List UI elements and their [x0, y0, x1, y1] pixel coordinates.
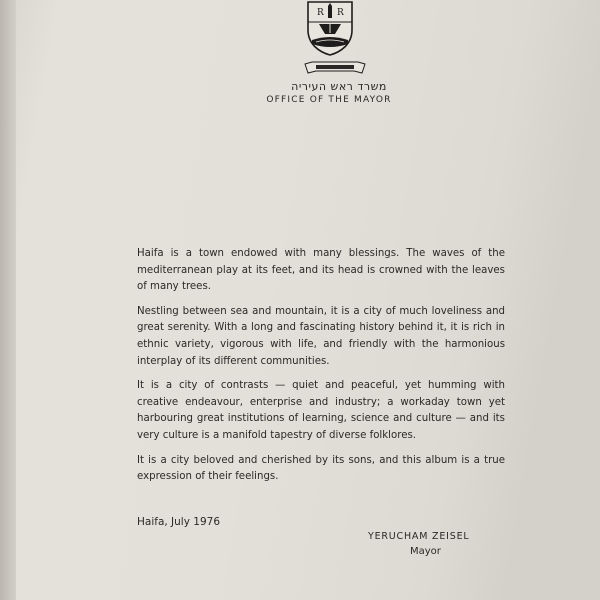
- paragraph-1: Haifa is a town endowed with many blessings. The waves of the mediterranean play at its feet, and its head is crowned with the leaves of many trees.: [137, 248, 505, 293]
- paragraph-2: Nestling between sea and mountain, it is a city of much loveliness and great serenity. With a long and fascinating history behind it, it is rich in ethnic variety, vigorous with life, and friendly with the harmonious interplay of its different communities.: [137, 305, 505, 367]
- svg-text:R: R: [337, 8, 344, 18]
- office-title-english: OFFICE OF THE MAYOR: [266, 95, 392, 105]
- haifa-coat-of-arms-icon: [305, 0, 355, 56]
- emblem-ribbon-icon: [304, 61, 366, 75]
- svg-text:R: R: [317, 8, 324, 18]
- paragraph-4: It is a city beloved and cherished by its sons, and this album is a true expression of their feelings.: [137, 454, 505, 483]
- office-title-hebrew: משרד ראש העיריה: [291, 80, 387, 93]
- paragraph-3: It is a city of contrasts — quiet and peaceful, yet humming with creative endeavour, enterprise and industry; a workaday town yet harbouring great institutions of learning, science and culture — and its very culture is a manifold tapestry of diverse folklores.: [137, 380, 505, 441]
- signer-title: Mayor: [410, 546, 441, 557]
- letter-body: [137, 246, 505, 494]
- book-spine-shadow: [0, 0, 16, 600]
- place-date: Haifa, July 1976: [137, 516, 220, 528]
- signer-name: YERUCHAM ZEISEL: [368, 531, 470, 542]
